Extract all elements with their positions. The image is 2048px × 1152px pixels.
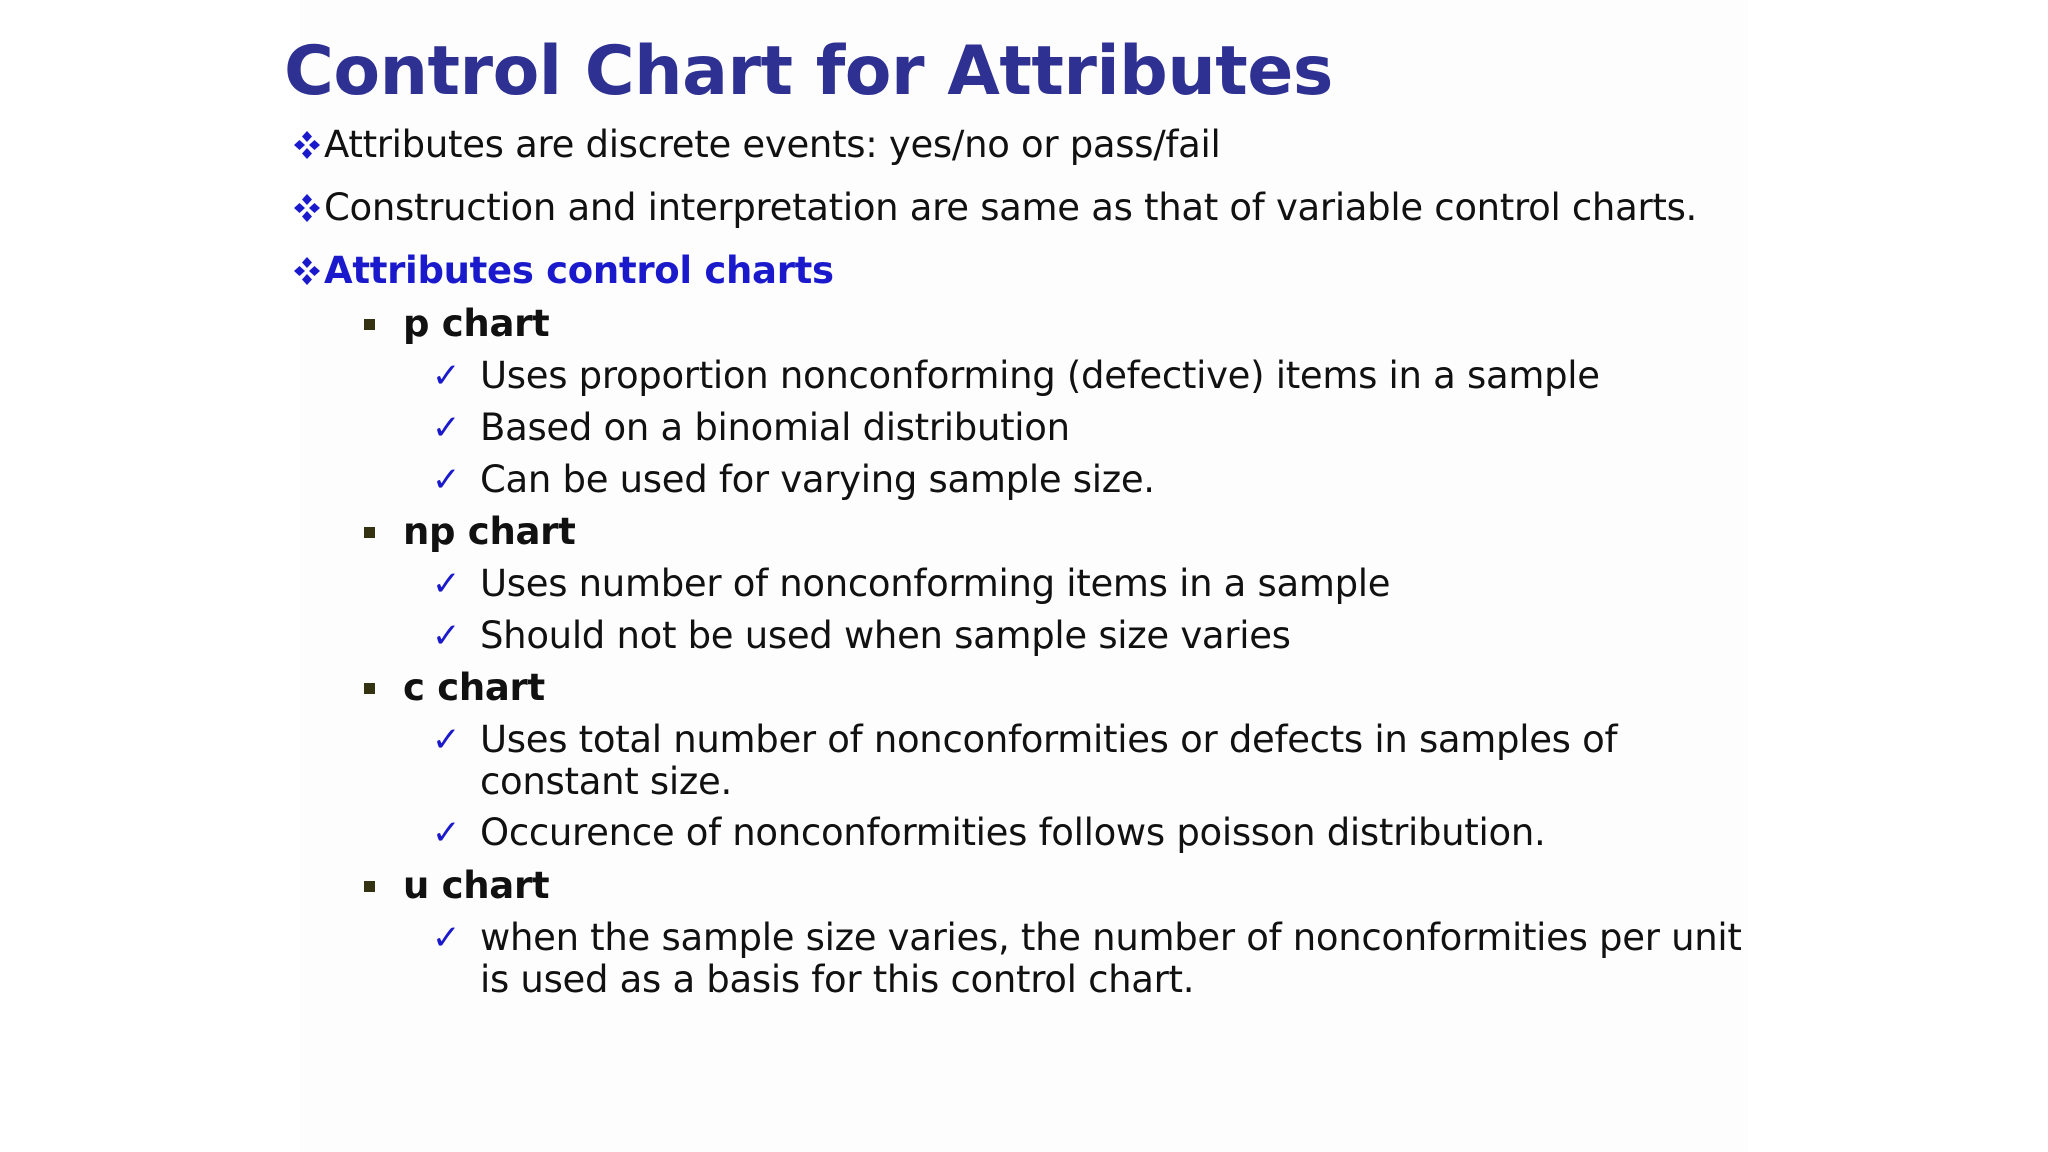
square-bullet-icon <box>364 881 375 892</box>
chart-type-item <box>364 300 549 348</box>
chart-point <box>432 812 1760 854</box>
chart-point <box>432 615 1760 657</box>
chart-type-name: u chart <box>403 864 550 907</box>
chart-type-name: np chart <box>403 510 576 553</box>
chart-point-text: Occurence of nonconformities follows poisson distribution. <box>480 811 1546 854</box>
diamond-bullet-icon <box>290 128 324 162</box>
slide-title: Control Chart for Attributes <box>284 32 1333 111</box>
chart-point-text: Can be used for varying sample size. <box>480 458 1155 501</box>
chart-point-text: Should not be used when sample size varies <box>480 614 1291 657</box>
checkmark-icon: ✓ <box>432 564 461 604</box>
chart-point <box>432 719 1760 803</box>
intro-bullet-emphasis <box>290 246 834 296</box>
chart-point <box>432 459 1760 501</box>
checkmark-icon: ✓ <box>432 356 461 396</box>
chart-type-name: p chart <box>403 302 550 345</box>
checkmark-icon: ✓ <box>432 408 461 448</box>
chart-type-name: c chart <box>403 666 545 709</box>
checkmark-icon: ✓ <box>432 720 461 760</box>
intro-bullet <box>290 183 1697 233</box>
chart-point <box>432 407 1760 449</box>
chart-point-text: Uses number of nonconforming items in a sample <box>480 562 1391 605</box>
diamond-bullet-icon <box>290 191 324 225</box>
chart-point-text: Based on a binomial distribution <box>480 406 1070 449</box>
intro-bullet <box>290 120 1220 170</box>
chart-type-item <box>364 862 549 910</box>
checkmark-icon: ✓ <box>432 918 461 958</box>
chart-point <box>432 917 1760 1001</box>
checkmark-icon: ✓ <box>432 460 461 500</box>
intro-bullet-text: Construction and interpretation are same as that of variable control charts. <box>324 186 1698 229</box>
chart-type-item <box>364 508 575 556</box>
chart-point-text: Uses proportion nonconforming (defective) items in a sample <box>480 354 1600 397</box>
square-bullet-icon <box>364 683 375 694</box>
checkmark-icon: ✓ <box>432 616 461 656</box>
attributes-charts-heading: Attributes control charts <box>324 249 834 292</box>
chart-point <box>432 563 1760 605</box>
chart-type-item <box>364 664 545 712</box>
chart-point-text: Uses total number of nonconformities or defects in samples of constant size. <box>480 718 1618 803</box>
intro-bullet-text: Attributes are discrete events: yes/no or pass/fail <box>324 123 1221 166</box>
square-bullet-icon <box>364 319 375 330</box>
chart-point <box>432 355 1760 397</box>
diamond-bullet-icon <box>290 254 324 288</box>
square-bullet-icon <box>364 527 375 538</box>
checkmark-icon: ✓ <box>432 813 461 853</box>
chart-point-text: when the sample size varies, the number of nonconformities per unit is used as a basis for this control chart. <box>480 916 1742 1001</box>
